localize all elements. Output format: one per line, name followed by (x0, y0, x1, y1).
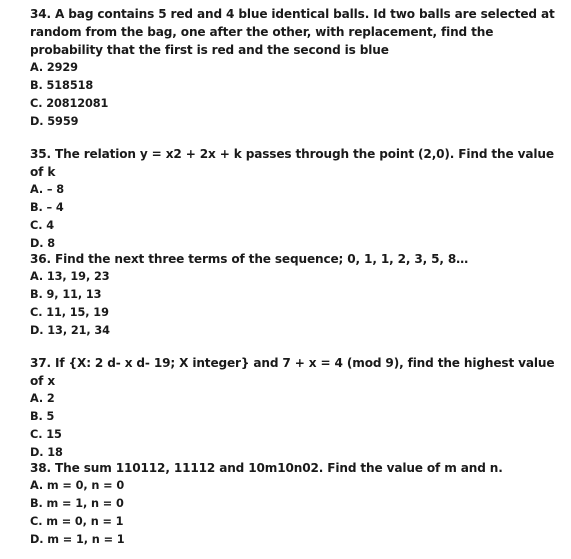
option-c: C. 15 (30, 428, 62, 441)
option-b: B. 5 (30, 410, 55, 423)
question-34 (30, 5, 560, 131)
option-b: B. – 4 (30, 201, 64, 214)
option-c: C. 4 (30, 219, 54, 232)
option-d: D. 8 (30, 237, 56, 250)
option-b: B. 9, 11, 13 (30, 288, 102, 301)
question-stem: 34. A bag contains 5 red and 4 blue identical balls. Id two balls are selected at random from the bag, one after the other, with replacement, find the probability that the first is red and the second is blue (30, 7, 555, 57)
option-b: B. 518518 (30, 79, 94, 92)
option-d: D. 13, 21, 34 (30, 324, 110, 337)
option-b: B. m = 1, n = 0 (30, 497, 124, 510)
option-c: C. 11, 15, 19 (30, 306, 109, 319)
option-list (30, 390, 560, 462)
option-list (30, 181, 560, 253)
question-35 (30, 145, 560, 253)
question-stem: 35. The relation y = x2 + 2x + k passes through the point (2,0). Find the value of k (30, 147, 554, 179)
option-c: C. 20812081 (30, 97, 109, 110)
question-stem: 36. Find the next three terms of the sequence; 0, 1, 1, 2, 3, 5, 8… (30, 252, 469, 266)
question-stem: 37. If {X: 2 d- x d- 19; X integer} and 7 + x = 4 (mod 9), find the highest value of x (30, 356, 555, 388)
option-a: A. m = 0, n = 0 (30, 479, 125, 492)
option-a: A. – 8 (30, 183, 65, 196)
option-a: A. 13, 19, 23 (30, 270, 110, 283)
question-stem: 38. The sum 110112, 11112 and 10m10n02. Find the value of m and n. (30, 461, 503, 475)
option-list (30, 59, 560, 131)
question-37 (30, 354, 560, 462)
question-36 (30, 250, 560, 340)
option-a: A. 2929 (30, 61, 78, 74)
option-d: D. 5959 (30, 115, 79, 128)
option-d: D. m = 1, n = 1 (30, 533, 125, 546)
question-38 (30, 459, 560, 549)
option-c: C. m = 0, n = 1 (30, 515, 124, 528)
option-a: A. 2 (30, 392, 55, 405)
option-d: D. 18 (30, 446, 63, 459)
option-list (30, 477, 560, 549)
option-list (30, 268, 560, 340)
